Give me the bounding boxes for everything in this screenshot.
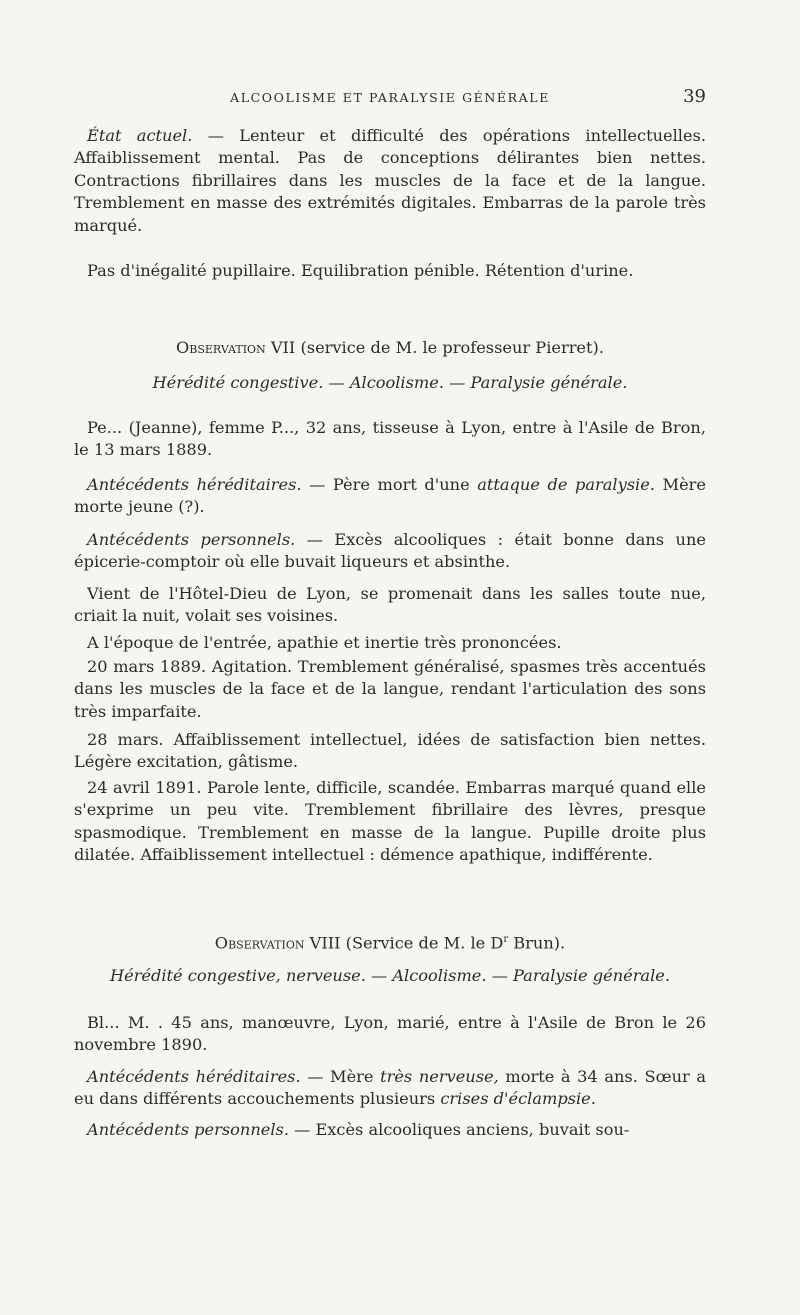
hereditary-text-2: Mère morte jeune (?).: [74, 475, 706, 517]
personal-text: — Excès alcooliques : était bonne dans une épicerie-comptoir où elle buvait liqueurs et absinthe.: [74, 530, 706, 572]
hereditary-label: Antécédents héréditaires.: [87, 475, 302, 494]
hereditary-italic: attaque de paralysie.: [477, 475, 655, 494]
personal-label: Antécédents personnels.: [87, 530, 296, 549]
observation-8-heading-sup: r: [503, 934, 509, 945]
etat-actuel-paragraph-2: Pas d'inégalité pupillaire. Equilibration pénible. Rétention d'urine.: [87, 261, 634, 280]
observation-7-hotel-dieu: Vient de l'Hôtel-Dieu de Lyon, se promenait dans les salles toute nue, criait la nuit, volait ses voisines.: [74, 584, 706, 626]
page-number: 39: [683, 86, 706, 107]
observation-8-intro: Bl... M. . 45 ans, manœuvre, Lyon, marié, entre à l'Asile de Bron le 26 novembre 1890.: [74, 1013, 706, 1055]
observation-7-28-mars: 28 mars. Affaiblissement intellectuel, idées de satisfaction bien nettes. Légère excitation, gâtisme.: [74, 730, 706, 772]
observation-7-20-mars: 20 mars 1889. Agitation. Tremblement généralisé, spasmes très accentués dans les muscles de la face et de la langue, rendant l'articulation des sons très imparfaite.: [74, 657, 706, 721]
hereditary-italic-2: crises d'éclampsie.: [440, 1089, 596, 1109]
observation-8-heading-label: Observation: [214, 933, 305, 953]
hereditary-label: Antécédents héréditaires.: [87, 1067, 301, 1086]
hereditary-text-2: morte à 34 ans. Sœur a eu dans différents accouchements plusieurs: [74, 1067, 707, 1109]
personal-label: Antécédents personnels.: [87, 1120, 289, 1139]
observation-8-subtitle: Hérédité congestive, nerveuse. — Alcoolisme. — Paralysie générale.: [110, 966, 670, 985]
page-header: [74, 86, 706, 114]
hereditary-text: — Père mort d'une: [301, 475, 478, 494]
etat-actuel-paragraph: [74, 125, 706, 237]
observation-8-heading: [74, 929, 706, 955]
etat-actuel-label: État actuel.: [87, 126, 193, 145]
observation-7-heading: [74, 337, 706, 359]
observation-7-24-avril: 24 avril 1891. Parole lente, difficile, scandée. Embarras marqué quand elle s'exprime un peu vite. Tremblement fibrillaire des lèvres, presque spasmodique. Tremblement en masse de la langue. Pupille droite plus dilatée. Affaiblissement intellectuel : démence apathique, indifférente.: [74, 778, 706, 865]
observation-7-entree: A l'époque de l'entrée, apathie et inertie très prononcées.: [87, 633, 562, 652]
observation-7-heading-rest: VII (service de M. le professeur Pierret).: [265, 338, 604, 357]
observation-8-hereditary: [74, 1066, 706, 1111]
observation-7-subtitle: Hérédité congestive. — Alcoolisme. — Paralysie générale.: [152, 373, 628, 392]
observation-7-heading-label: Observation: [176, 338, 266, 357]
observation-7-intro: Pe... (Jeanne), femme P..., 32 ans, tisseuse à Lyon, entre à l'Asile de Bron, le 13 mars 1889.: [74, 418, 706, 460]
hereditary-italic: très nerveuse,: [380, 1067, 499, 1086]
hereditary-text: — Mère: [300, 1067, 381, 1086]
observation-7-personal: [74, 529, 706, 574]
observation-8-personal: [74, 1119, 706, 1141]
observation-7-hereditary: [74, 474, 706, 519]
personal-text: — Excès alcooliques anciens, buvait sou-: [288, 1120, 630, 1139]
etat-actuel-text: — Lenteur et difficulté des opérations intellectuelles. Affaiblissement mental. Pas de conceptions délirantes bien nettes. Contractions fibrillaires dans les muscles de la face et de la langue. Tremblement en masse des extrémités digitales. Embarras de la parole très marqué.: [74, 126, 706, 235]
running-title: ALCOOLISME ET PARALYSIE GÉNÉRALE: [230, 90, 550, 105]
observation-8-heading-end: Brun).: [508, 933, 566, 953]
observation-8-heading-rest: VIII (Service de M. le D: [304, 933, 504, 953]
